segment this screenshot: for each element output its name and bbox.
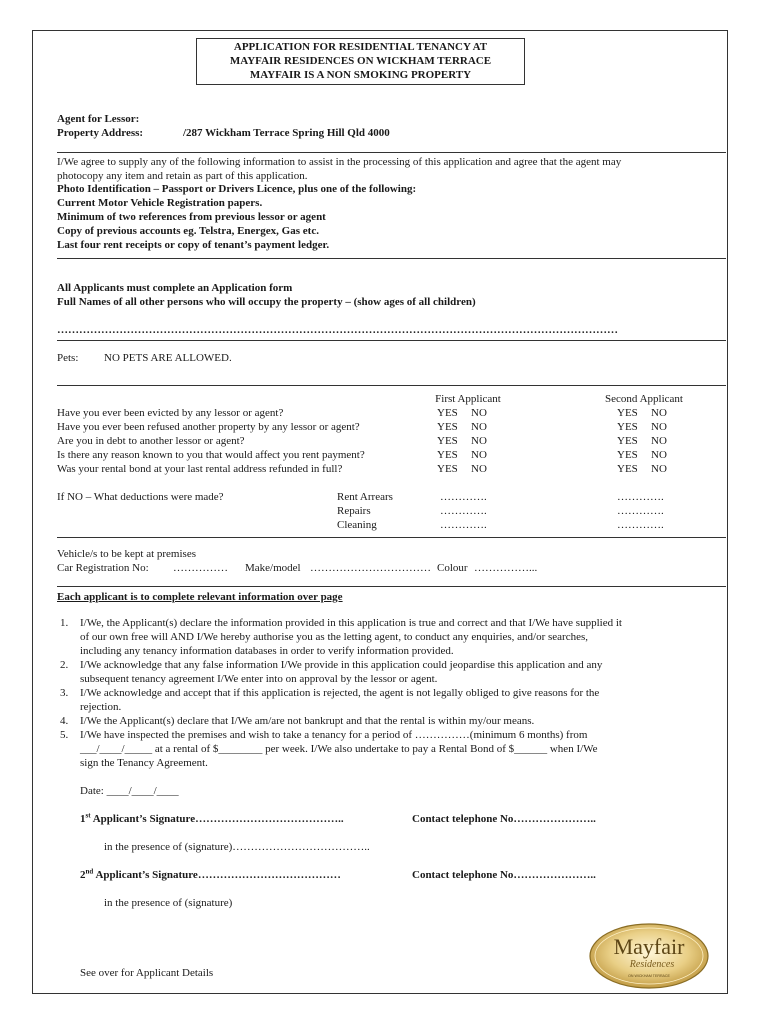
- property-address-label: Property Address:: [57, 127, 144, 139]
- first-no-option[interactable]: NO: [471, 449, 487, 461]
- declaration-item-5: I/We have inspected the premises and wish to take a tenancy for a period of ……………(minimum 6 months) from: [80, 729, 588, 741]
- first-deduction-blank[interactable]: ………….: [440, 505, 487, 517]
- divider: [57, 586, 726, 587]
- first-deduction-blank[interactable]: ………….: [440, 491, 487, 503]
- declaration-item-3: I/We acknowledge and accept that if this application is rejected, the agent is not legally obliged to give reasons for the: [80, 687, 600, 699]
- second-no-option[interactable]: NO: [651, 463, 667, 475]
- second-contact-telephone-field[interactable]: Contact telephone No…………………..: [412, 869, 596, 881]
- title-line-2: MAYFAIR RESIDENCES ON WICKHAM TERRACE: [229, 55, 492, 67]
- first-yes-option[interactable]: YES: [437, 449, 458, 461]
- declaration-item-2: I/We acknowledge that any false information I/We provide in this application could jeopardise this application and any: [80, 659, 603, 671]
- second-yes-option[interactable]: YES: [617, 463, 638, 475]
- declaration-item-3-cont: rejection.: [80, 701, 122, 713]
- info-line-2: photocopy any item and retain as part of this application.: [57, 170, 308, 182]
- divider: [57, 152, 726, 153]
- deduction-rent-arrears: Rent Arrears: [337, 491, 393, 503]
- second-deduction-blank[interactable]: ………….: [617, 519, 664, 531]
- date-field[interactable]: Date: ____/____/____: [80, 785, 179, 797]
- pets-label: Pets:: [57, 352, 79, 364]
- first-yes-option[interactable]: YES: [437, 421, 458, 433]
- question-bond-refunded: Was your rental bond at your last rental address refunded in full?: [57, 463, 343, 475]
- form-title-box: [196, 38, 525, 85]
- question-evicted: Have you ever been evicted by any lessor or agent?: [57, 407, 284, 419]
- car-registration-field[interactable]: ……………: [173, 562, 228, 574]
- question-refused: Have you ever been refused another property by any lessor or agent?: [57, 421, 360, 433]
- info-line-5: Minimum of two references from previous lessor or agent: [57, 211, 326, 223]
- deductions-label: If NO – What deductions were made?: [57, 491, 224, 503]
- make-model-label: Make/model: [245, 562, 301, 574]
- declaration-item-5-cont: ___/____/_____ at a rental of $________ per week. I/We also undertake to pay a Rental Bond of $______ when I/We: [80, 743, 598, 755]
- colour-label: Colour: [437, 562, 468, 574]
- divider: [57, 537, 726, 538]
- question-rent-payment: Is there any reason known to you that would affect you rent payment?: [57, 449, 365, 461]
- info-line-6: Copy of previous accounts eg. Telstra, Energex, Gas etc.: [57, 225, 319, 237]
- question-debt: Are you in debt to another lessor or agent?: [57, 435, 245, 447]
- second-no-option[interactable]: NO: [651, 421, 667, 433]
- ordinal-suffix: nd: [85, 867, 94, 876]
- second-no-option[interactable]: NO: [651, 407, 667, 419]
- agent-label: Agent for Lessor:: [57, 113, 140, 125]
- applicants-line-2: Full Names of all other persons who will occupy the property – (show ages of all children): [57, 296, 476, 308]
- deduction-repairs: Repairs: [337, 505, 371, 517]
- second-deduction-blank[interactable]: ………….: [617, 505, 664, 517]
- car-registration-label: Car Registration No:: [57, 562, 149, 574]
- info-line-7: Last four rent receipts or copy of tenant’s payment ledger.: [57, 239, 330, 251]
- first-yes-option[interactable]: YES: [437, 463, 458, 475]
- occupants-blank-line[interactable]: ………………………………………………………………………………………………………………………………………: [57, 324, 618, 336]
- title-line-3: MAYFAIR IS A NON SMOKING PROPERTY: [249, 69, 472, 81]
- signature-label: Applicant’s Signature…………………………………..: [90, 813, 344, 825]
- applicants-line-1: All Applicants must complete an Application form: [57, 282, 293, 294]
- first-yes-option[interactable]: YES: [437, 435, 458, 447]
- first-deduction-blank[interactable]: ………….: [440, 519, 487, 531]
- second-no-option[interactable]: NO: [651, 435, 667, 447]
- second-witness-signature-field[interactable]: in the presence of (signature): [104, 897, 233, 909]
- divider: [57, 258, 726, 259]
- declaration-item-1-cont: of our own free will AND I/We hereby authorise you as the letting agent, to conduct any enquiries, and/or searches,: [80, 631, 589, 643]
- divider: [57, 385, 726, 386]
- second-no-option[interactable]: NO: [651, 449, 667, 461]
- second-yes-option[interactable]: YES: [617, 435, 638, 447]
- see-over-note: See over for Applicant Details: [80, 967, 214, 979]
- deduction-cleaning: Cleaning: [337, 519, 377, 531]
- title-line-1: APPLICATION FOR RESIDENTIAL TENANCY AT: [233, 41, 488, 53]
- declaration-item-5-cont: sign the Tenancy Agreement.: [80, 757, 208, 769]
- logo-tagline: ON WICKHAM TERRACE: [628, 974, 670, 978]
- ordinal-suffix: st: [85, 811, 91, 820]
- first-no-option[interactable]: NO: [471, 407, 487, 419]
- info-line-1: I/We agree to supply any of the following information to assist in the processing of this application and agree that the agent may: [57, 156, 622, 168]
- declaration-item-4: I/We the Applicant(s) declare that I/We am/are not bankrupt and that the rental is within my/our means.: [80, 715, 535, 727]
- colour-field[interactable]: ……………...: [474, 562, 538, 574]
- vehicle-label: Vehicle/s to be kept at premises: [57, 548, 196, 560]
- logo-script: Residences: [629, 959, 675, 970]
- info-line-4: Current Motor Vehicle Registration papers.: [57, 197, 263, 209]
- first-yes-option[interactable]: YES: [437, 407, 458, 419]
- second-yes-option[interactable]: YES: [617, 421, 638, 433]
- item-number: 5.: [60, 729, 69, 741]
- property-address-value: /287 Wickham Terrace Spring Hill Qld 4000: [183, 127, 390, 139]
- first-applicant-header: First Applicant: [435, 393, 501, 405]
- first-no-option[interactable]: NO: [471, 421, 487, 433]
- item-number: 2.: [60, 659, 69, 671]
- mayfair-logo: [588, 922, 710, 990]
- second-yes-option[interactable]: YES: [617, 407, 638, 419]
- first-applicant-signature-field[interactable]: [80, 812, 344, 826]
- declaration-heading: Each applicant is to complete relevant information over page: [57, 591, 343, 603]
- make-model-field[interactable]: ……………………………: [310, 562, 431, 574]
- pets-value: NO PETS ARE ALLOWED.: [104, 352, 232, 364]
- first-contact-telephone-field[interactable]: Contact telephone No…………………..: [412, 813, 596, 825]
- item-number: 3.: [60, 687, 69, 699]
- item-number: 1.: [60, 617, 69, 629]
- declaration-item-1: I/We, the Applicant(s) declare the information provided in this application is true and correct and that I/We have supplied it: [80, 617, 622, 629]
- second-applicant-signature-field[interactable]: [80, 868, 341, 882]
- first-witness-signature-field[interactable]: in the presence of (signature)………………………………..: [104, 841, 370, 853]
- item-number: 4.: [60, 715, 69, 727]
- declaration-item-2-cont: subsequent tenancy agreement I/We enter into on approval by the lessor or agent.: [80, 673, 438, 685]
- signature-label: Applicant’s Signature…………………………………: [93, 869, 341, 881]
- second-applicant-header: Second Applicant: [605, 393, 683, 405]
- ordinal-number: 2: [80, 869, 86, 881]
- ordinal-number: 1: [80, 813, 86, 825]
- declaration-item-1-cont: including any tenancy information databases in order to verify information provided.: [80, 645, 454, 657]
- logo-wordmark: Mayfair: [613, 934, 685, 959]
- first-no-option[interactable]: NO: [471, 463, 487, 475]
- first-no-option[interactable]: NO: [471, 435, 487, 447]
- info-line-3: Photo Identification – Passport or Drivers Licence, plus one of the following:: [57, 183, 417, 195]
- divider: [57, 340, 726, 341]
- second-deduction-blank[interactable]: ………….: [617, 491, 664, 503]
- second-yes-option[interactable]: YES: [617, 449, 638, 461]
